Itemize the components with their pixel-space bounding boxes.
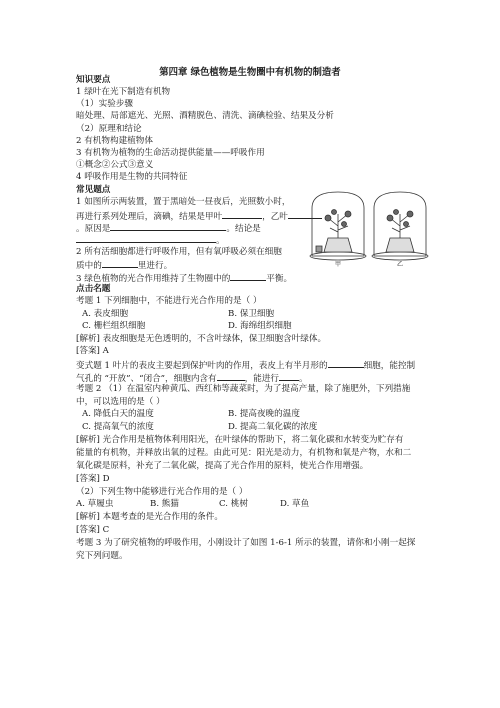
bell-jar-right — [372, 192, 428, 260]
answer-line: [答案] D — [76, 474, 110, 484]
question-text: 。原因是 — [76, 224, 111, 234]
option-b: B. 提高夜晚的温度 — [228, 409, 300, 419]
option-b: B. 熊猫 — [150, 499, 179, 509]
question-text: 变式题 1 叶片的表皮主要起到保护叶肉的作用，表皮上有半月形的 — [76, 361, 328, 371]
knowledge-line: ①概念②公式③意义 — [76, 160, 154, 170]
analysis-line: [解析] 本题考查的是光合作用的条件。 — [76, 512, 223, 522]
option-c: C. 提高氧气的浓度 — [82, 422, 154, 432]
analysis-line: 氧化碳是原料，补充了二氧化碳，提高了光合作用的原料，使光合作用增强。 — [76, 461, 369, 471]
question-text: 里进行。 — [137, 261, 173, 271]
analysis-line: [解析] 表皮细胞是无色透明的，不含叶绿体，保卫细胞含叶绿体。 — [76, 334, 327, 344]
question-text: 细胞，能控制 — [363, 361, 416, 371]
knowledge-line: （1）实验步骤 — [76, 99, 134, 109]
option-a: A. 草履虫 — [76, 499, 114, 509]
option-c: C. 栅栏组织细胞 — [82, 321, 146, 331]
answer-blank — [110, 222, 226, 231]
option-a: A. 表皮细胞 — [82, 309, 129, 319]
bell-jar-left — [310, 192, 366, 260]
answer-line: [答案] A — [76, 346, 109, 356]
answer-blank — [217, 372, 245, 381]
answer-blank — [328, 359, 364, 368]
bell-jar-figure — [304, 186, 434, 268]
question-text: 。 — [216, 236, 225, 246]
knowledge-line: 3 有机物为植物的生命活动提供能量——呼吸作用 — [76, 148, 265, 158]
question-text: 质中的 — [76, 261, 102, 271]
figure-label-left: 甲 — [334, 261, 342, 268]
exam-question: 考题 3 为了研究植物的呼吸作用，小刚设计了如图 1-6-1 所示的装置，请你和小刚一起探 — [76, 538, 416, 548]
question-line — [76, 259, 172, 272]
option-d: D. 提高二氧化碳的浓度 — [228, 422, 318, 432]
analysis-line: [解析] 光合作用是植物体利用阳光，在叶绿体的帮助下，将二氧化碳和水转变为贮存有 — [76, 435, 404, 445]
option-a: A. 降低白天的温度 — [82, 409, 154, 419]
knowledge-line: 2 有机物构建植物体 — [76, 136, 153, 146]
question-text: ，能进行 — [244, 374, 280, 384]
knowledge-line: 4 呼吸作用是生物的共同特征 — [76, 172, 188, 182]
question-text: 气孔的 “开放”、“闭合”，细胞内含有 — [76, 374, 217, 384]
analysis-line: 能量的有机物，并释放出氧的过程。由此可见：阳光是动力，有机物和氧是产物，水和二 — [76, 448, 412, 458]
answer-blank — [279, 372, 299, 381]
knowledge-line: 暗处理、局部遮光、光照、酒精脱色、清洗、滴碘检验、结果及分析 — [76, 111, 334, 121]
question-line: 2 所有活细胞都进行呼吸作用，但有氧呼吸必须在细胞 — [76, 247, 282, 257]
question-text: 再进行系列处理后，滴碘，结果是甲叶 — [76, 212, 223, 222]
option-c: C. 桃树 — [219, 499, 248, 509]
chapter-title: 第四章 绿色植物是生物圈中有机物的制造者 — [159, 67, 341, 78]
question-text: 平衡。 — [266, 274, 293, 284]
section-heading-common: 常见题点 — [76, 185, 111, 195]
variant-question-line — [76, 359, 415, 372]
exam-question: 究下列问题。 — [76, 551, 128, 561]
answer-blank — [102, 259, 138, 268]
question-text: 。 — [299, 374, 308, 384]
answer-blank — [230, 272, 266, 281]
question-text: ，乙叶 — [262, 212, 288, 222]
option-d: D. 海绵组织细胞 — [228, 321, 292, 331]
knowledge-line: （2）原理和结论 — [76, 124, 142, 134]
option-b: B. 保卫细胞 — [228, 309, 275, 319]
question-text: 。结论是 — [226, 224, 261, 234]
option-d: D. 草鱼 — [280, 499, 310, 509]
figure-label-right: 乙 — [396, 261, 404, 268]
answer-blank — [222, 210, 262, 219]
section-heading-famous: 点击名题 — [76, 284, 111, 294]
answer-blank — [76, 234, 216, 243]
question-text: 3 绿色植物的光合作用维持了生物圈中的 — [76, 274, 231, 284]
question-line — [76, 234, 225, 247]
section-heading-knowledge: 知识要点 — [76, 75, 111, 85]
question-line: 1 如图所示两装置，置于黑暗处一昼夜后，光照数小时， — [76, 197, 291, 207]
exam-question: （2）下列生物中能够进行光合作用的是（ ） — [76, 487, 248, 497]
knowledge-line: 1 绿叶在光下制造有机物 — [76, 87, 171, 97]
exam-question: 考题 2 （1）在温室内种黄瓜、西红柿等蔬菜时，为了提高产量，除了施肥外，下列措施 — [76, 384, 411, 394]
exam-question: 中，可以选用的是（ ） — [76, 397, 165, 407]
exam-question: 考题 1 下列细胞中，不能进行光合作用的是（ ） — [76, 296, 262, 306]
answer-line: [答案] C — [76, 525, 110, 535]
